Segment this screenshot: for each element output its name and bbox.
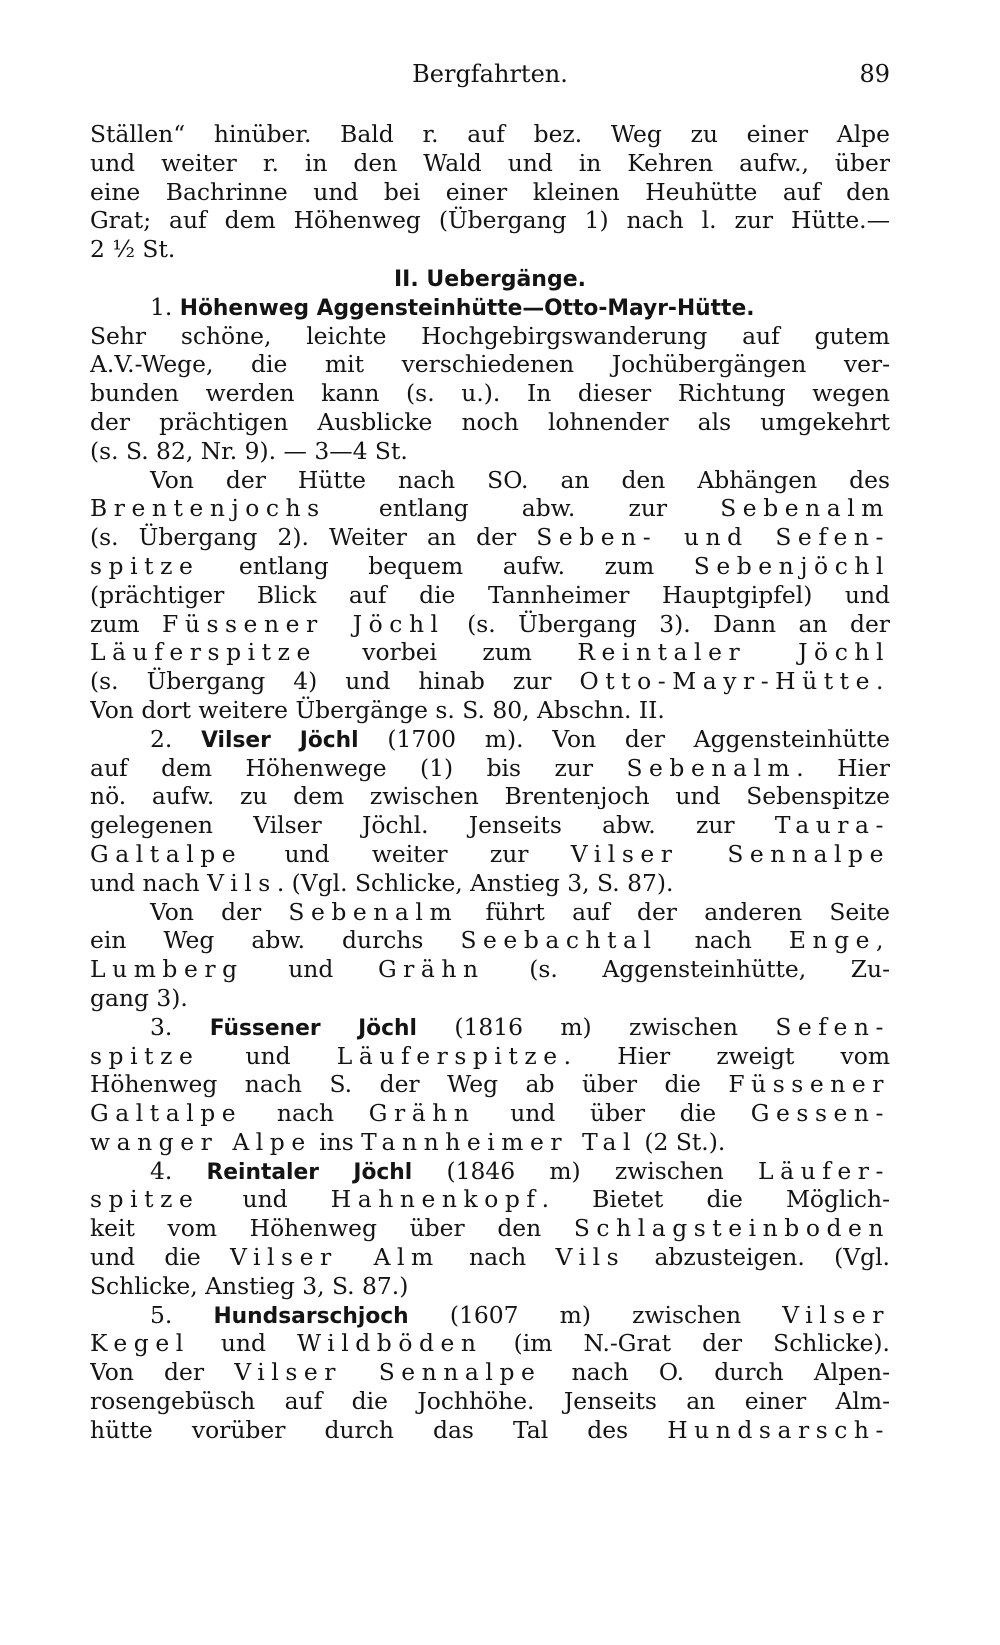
entry-heading-line [90,293,890,322]
text-run: ins [311,1127,362,1156]
text-run: ein Weg abw. durchs [90,926,461,955]
text-run: 5. [150,1300,214,1329]
text-line [90,1185,890,1214]
spaced-place-name: Füssener Jöchl [162,609,445,638]
text-run: nach O. durch Alpen- [541,1358,890,1387]
spaced-place-name: Sebenalm [288,897,459,926]
text-line [90,610,890,639]
entry-title: Vilser Jöchl [201,727,359,753]
entry-title: Reintaler Jöchl [206,1159,413,1185]
text-run: Von der [150,897,289,926]
text-run: keit vom Höhenweg über den [90,1214,574,1243]
page-number: 89 [859,60,890,88]
text-line [90,379,890,408]
text-run: (s. Übergang 4) und hinab zur [90,667,580,696]
text-line [90,1128,890,1157]
text-run: 2 ½ St. [90,235,176,264]
spaced-place-name: Läufer- [758,1156,890,1185]
text-run: Von dort weitere Übergänge s. S. 80, Abschn. II. [90,695,665,724]
text-run: auf dem Höhenwege (1) bis zur [90,753,627,782]
text-run: Von der [90,1358,235,1387]
text-run: (s. Übergang 2). Weiter an der [90,523,537,552]
spaced-place-name: Sebenalm [720,494,890,523]
text-run: führt auf der anderen Seite [458,897,890,926]
text-line [90,984,890,1013]
spaced-place-name: Füssener [728,1070,890,1099]
text-run: der prächtigen Ausblicke noch lohnender als umgekehrt [90,407,890,436]
spaced-place-name: Lumberg [90,955,244,984]
text-line [90,466,890,495]
text-line [90,1214,890,1243]
text-run: Von der Hütte nach SO. an den Abhängen des [150,465,890,494]
spaced-place-name: Galtalpe [90,839,243,868]
text-run: gelegenen Vilser Jöchl. Jenseits abw. zur [90,811,775,840]
page-header [90,60,890,90]
text-run: Ställen“ hinüber. Bald r. auf bez. Weg zu einer Alpe [90,120,890,148]
text-run: und [199,1185,331,1214]
text-run: . (Vgl. Schlicke, Anstieg 3, S. 87). [276,868,674,897]
section-heading [90,264,890,293]
text-run: zum [90,609,163,638]
text-run: und weiter r. in den Wald und in Kehren aufw., über [90,148,890,177]
text-run: vorbei zum [316,638,578,667]
spaced-place-name: Brentenjochs [90,494,326,523]
entry-heading-line [90,725,890,754]
text-line [90,1416,890,1445]
spaced-place-name: Sebenalm [626,753,797,782]
text-run: und weiter zur [242,839,571,868]
text-run: (s. S. 82, Nr. 9). — 3—4 St. [90,436,408,465]
text-run: hütte vorüber durch das Tal des [90,1415,668,1444]
text-run: nö. aufw. zu dem zwischen Brentenjoch und Sebenspitze [90,782,890,811]
text-line [90,178,890,207]
spaced-place-name: Grähn [368,1099,476,1128]
spaced-place-name: Grähn [377,955,485,984]
text-line [90,322,890,351]
text-run: . Hier [796,753,890,782]
text-line [90,1387,890,1416]
spaced-place-name: spitze [90,1041,200,1070]
text-line [90,1042,890,1071]
spaced-place-name: Vilser Sennalpe [570,839,890,868]
text-line [90,898,890,927]
spaced-place-name: Läuferspitze [90,638,317,667]
spaced-place-name: Reintaler Jöchl [577,638,890,667]
spaced-place-name: Galtalpe [90,1099,243,1128]
text-line [90,696,890,725]
spaced-place-name: Sefen- [775,1012,890,1041]
spaced-place-name: Hundsarsch- [667,1415,890,1444]
text-run: abzusteigen. (Vgl. [625,1243,890,1272]
text-line [90,494,890,523]
text-run: (s. Übergang 3). Dann an der [444,609,890,638]
text-line [90,206,890,235]
text-run: (2 St.). [636,1127,726,1156]
text-run: und nach [90,868,208,897]
text-run: 1. [150,292,180,321]
spaced-place-name: Vilser Alm [229,1243,440,1272]
text-run: und [199,1041,337,1070]
text-run: Sehr schöne, leichte Hochgebirgswanderung auf gutem [90,321,890,350]
spaced-place-name: Vilser Sennalpe [234,1358,542,1387]
text-line [90,523,890,552]
spaced-place-name: Sebenjöchl [693,551,890,580]
text-line [90,581,890,610]
entry-title: Höhenweg Aggensteinhütte—Otto-Mayr-Hütte. [179,295,755,321]
text-run: und [243,955,378,984]
text-run: gang 3). [90,983,188,1012]
spaced-place-name: Vilser [782,1300,890,1329]
text-line [90,552,890,581]
text-run: . Bietet die Möglich- [541,1185,890,1214]
text-run: 3. [150,1012,210,1041]
text-line [90,235,890,264]
text-run: und [189,1329,298,1358]
text-line [90,754,890,783]
text-line [90,350,890,379]
text-run: Schlicke, Anstieg 3, S. 87.) [90,1271,409,1300]
text-run: (s. Aggensteinhütte, Zu- [484,955,890,984]
text-run: (1816 m) zwischen [416,1012,776,1041]
text-line [90,437,890,466]
text-line [90,667,890,696]
text-run: eine Bachrinne und bei einer kleinen Heuhütte auf den [90,177,890,206]
text-line [90,408,890,437]
text-line [90,638,890,667]
spaced-place-name: Enge, [788,926,890,955]
text-line [90,869,890,898]
text-line [90,1099,890,1128]
entry-title: Füssener Jöchl [209,1015,417,1041]
spaced-place-name: Kegel [90,1329,190,1358]
spaced-place-name: Vils [555,1243,626,1272]
text-line [90,120,890,149]
running-title: Bergfahrten. [412,60,568,88]
text-line [90,840,890,869]
body-text [90,120,890,1445]
text-run: 2. [150,724,202,753]
spaced-place-name: Seben- und Sefen- [536,523,890,552]
text-line [90,782,890,811]
text-line [90,1329,890,1358]
spaced-place-name: wanger Alpe [90,1127,312,1156]
spaced-place-name: Vils [207,868,277,897]
text-run: entlang abw. zur [325,494,721,523]
text-run: nach [242,1099,369,1128]
text-run: bunden werden kann (s. u.). In dieser Richtung wegen [90,379,890,408]
text-run: Höhenweg nach S. der Weg ab über die [90,1070,729,1099]
text-run: (prächtiger Blick auf die Tannheimer Hauptgipfel) und [90,580,890,609]
spaced-place-name: Läuferspitze [336,1041,564,1070]
entry-heading-line [90,1301,890,1330]
text-line [90,811,890,840]
text-run: rosengebüsch auf die Jochhöhe. Jenseits an einer Alm- [90,1387,890,1416]
spaced-place-name: spitze [90,551,200,580]
spaced-place-name: Tannheimer Tal [361,1127,637,1156]
spaced-place-name: Schlagsteinboden [573,1214,890,1243]
entry-title: Hundsarschjoch [213,1303,409,1329]
spaced-place-name: Hahnenkopf [330,1185,542,1214]
text-run: und über die [475,1099,751,1128]
spaced-place-name: spitze [90,1185,200,1214]
text-line [90,1358,890,1387]
spaced-place-name: Taura- [774,811,890,840]
text-line [90,955,890,984]
text-line [90,1070,890,1099]
text-run: Grat; auf dem Höhenweg (Übergang 1) nach l. zur Hütte.— [90,206,890,235]
text-run: (1607 m) zwischen [408,1300,783,1329]
text-line [90,1243,890,1272]
text-run: . Hier zweigt vom [563,1041,890,1070]
spaced-place-name: Gessen- [750,1099,890,1128]
text-run: entlang bequem aufw. zum [199,551,694,580]
entry-heading-line [90,1013,890,1042]
text-run: 4. [150,1156,207,1185]
text-line [90,1272,890,1301]
spaced-place-name: Seebachtal [460,926,658,955]
text-line [90,149,890,178]
text-run: (1846 m) zwischen [412,1156,758,1185]
text-run: nach [439,1243,556,1272]
text-line [90,926,890,955]
text-run: nach [657,926,789,955]
text-run: (1700 m). Von der Aggensteinhütte [358,724,890,753]
spaced-place-name: Otto-Mayr-Hütte. [579,667,890,696]
spaced-place-name: Wildböden [297,1329,483,1358]
text-run: A.V.-Wege, die mit verschiedenen Jochübergängen ver- [90,350,890,379]
entry-heading-line [90,1157,890,1186]
text-run: (im N.-Grat der Schlicke). [482,1329,890,1358]
text-run: II. Uebergänge. [394,266,586,292]
text-run: und die [90,1243,230,1272]
